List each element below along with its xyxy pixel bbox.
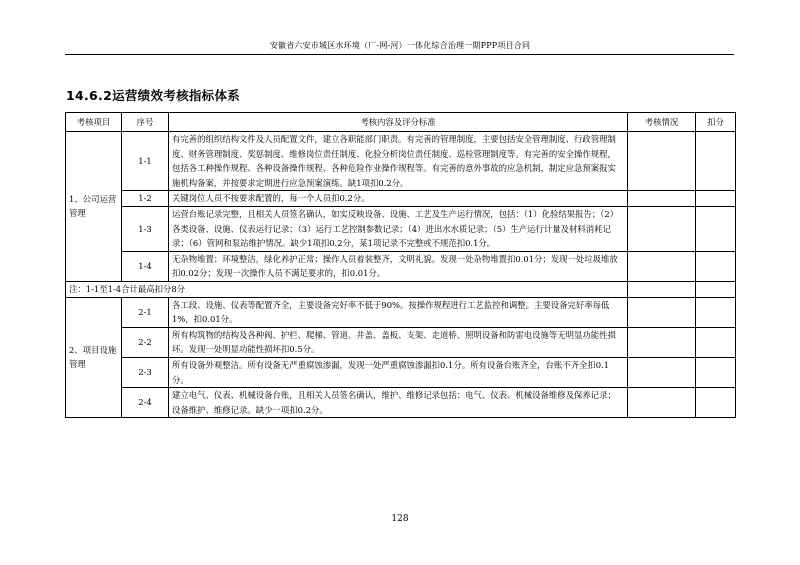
- running-header: 安徽省六安市城区水环境（厂-网-河）一体化综合治理一期PPP项目合同: [269, 41, 531, 50]
- table-row: [66, 132, 736, 191]
- header-deduct: 扣分: [696, 113, 736, 132]
- header-status: 考核情况: [628, 113, 696, 132]
- row-seq: 1-1: [122, 132, 169, 191]
- row-deduct-cell: [696, 251, 736, 281]
- table-header-row: [66, 113, 736, 132]
- header-seq: 序号: [122, 113, 169, 132]
- row-content: 所有设备外观整洁。所有设备无严重腐蚀渗漏，发现一处严重腐蚀渗漏扣0.1分。所有设备台账齐全，台账不齐全扣0.1分。: [169, 357, 628, 387]
- row-seq: 2-1: [122, 297, 169, 327]
- table-row: [66, 297, 736, 327]
- table-row: [66, 206, 736, 251]
- row-deduct-cell: [696, 206, 736, 251]
- table-row: [66, 251, 736, 281]
- header-item: 考核项目: [66, 113, 122, 132]
- group-name: 2、项目设施管理: [66, 297, 122, 418]
- row-seq: 1-2: [122, 191, 169, 207]
- group-name: 1、公司运营管理: [66, 132, 122, 282]
- note-row: [66, 281, 736, 297]
- row-status-cell: [628, 281, 696, 297]
- row-content: 所有构筑物的结构及各种阀、护栏、爬梯、管道、井盖、盖板、支架、走道桥、照明设备和防雷电设施等无明显功能性损坏。发现一处明显功能性损坏扣0.5分。: [169, 327, 628, 357]
- row-deduct-cell: [696, 191, 736, 207]
- row-status-cell: [628, 357, 696, 387]
- header-rule: [65, 54, 734, 55]
- row-content: 有完善的组织结构文件及人员配置文件，建立各职能部门职责。有完善的管理制度，主要包括安全管理制度、行政管理制度、财务管理制度、奖惩制度、维修岗位责任制度、化验分析岗位责任制度、巡检管理制度等。有完善的安全操作规程，包括各工种操作规程、各种设备操作规程、各种危险作业操作规程等。有完善的意外事故的应急机制，制定应急预案报实施机构备案，并按要求定期进行应急预案演练。缺1项扣0.2分。: [169, 132, 628, 191]
- row-seq: 2-4: [122, 388, 169, 418]
- table-row: [66, 327, 736, 357]
- row-status-cell: [628, 388, 696, 418]
- group-note: 注：1-1至1-4合计最高扣分8分: [66, 281, 628, 297]
- row-status-cell: [628, 327, 696, 357]
- row-status-cell: [628, 206, 696, 251]
- row-content: 建立电气、仪表、机械设备台账，且相关人员签名确认，维护、维修记录包括：电气、仪表、机械设备维修及保养记录；设备维护、维修记录。缺少一项扣0.2分。: [169, 388, 628, 418]
- header-content: 考核内容及评分标准: [169, 113, 628, 132]
- row-deduct-cell: [696, 327, 736, 357]
- row-deduct-cell: [696, 388, 736, 418]
- row-seq: 2-3: [122, 357, 169, 387]
- table-row: [66, 388, 736, 418]
- row-seq: 1-3: [122, 206, 169, 251]
- row-deduct-cell: [696, 281, 736, 297]
- row-status-cell: [628, 251, 696, 281]
- row-status-cell: [628, 297, 696, 327]
- row-status-cell: [628, 132, 696, 191]
- row-content: 无杂物堆置；环境整洁，绿化养护正常；操作人员着装整齐，文明礼貌。发现一处杂物堆置扣0.01分；发现一处垃圾堆放扣0.02分；发现一次操作人员不满足要求的，扣0.01分。: [169, 251, 628, 281]
- section-title: 14.6.2运营绩效考核指标体系: [66, 88, 241, 103]
- row-deduct-cell: [696, 297, 736, 327]
- row-content: 各工段、设施、仪表等配置齐全，主要设备完好率不低于90%。按操作规程进行工艺监控和调整。主要设备完好率每低1%，扣0.01分。: [169, 297, 628, 327]
- page-number: 128: [391, 514, 409, 524]
- row-deduct-cell: [696, 357, 736, 387]
- table-row: [66, 357, 736, 387]
- table-row: [66, 191, 736, 207]
- kpi-table: [65, 112, 736, 418]
- row-status-cell: [628, 191, 696, 207]
- row-deduct-cell: [696, 132, 736, 191]
- row-content: 运营台账记录完整，且相关人员签名确认，如实反映设备、设施、工艺及生产运行情况，包括：（1）化验结果报告；（2）各类设备、设施、仪表运行记录；（3）运行工艺控制参数记录；（4）进出水水质记录；（5）生产运行计量及材料消耗记录；（6）管网和泵站维护情况。缺少1项扣0.2分，某1项记录不完整或不规范扣0.1分。: [169, 206, 628, 251]
- row-content: 关键岗位人员不按要求配置的，每一个人员扣0.2分。: [169, 191, 628, 207]
- row-seq: 2-2: [122, 327, 169, 357]
- row-seq: 1-4: [122, 251, 169, 281]
